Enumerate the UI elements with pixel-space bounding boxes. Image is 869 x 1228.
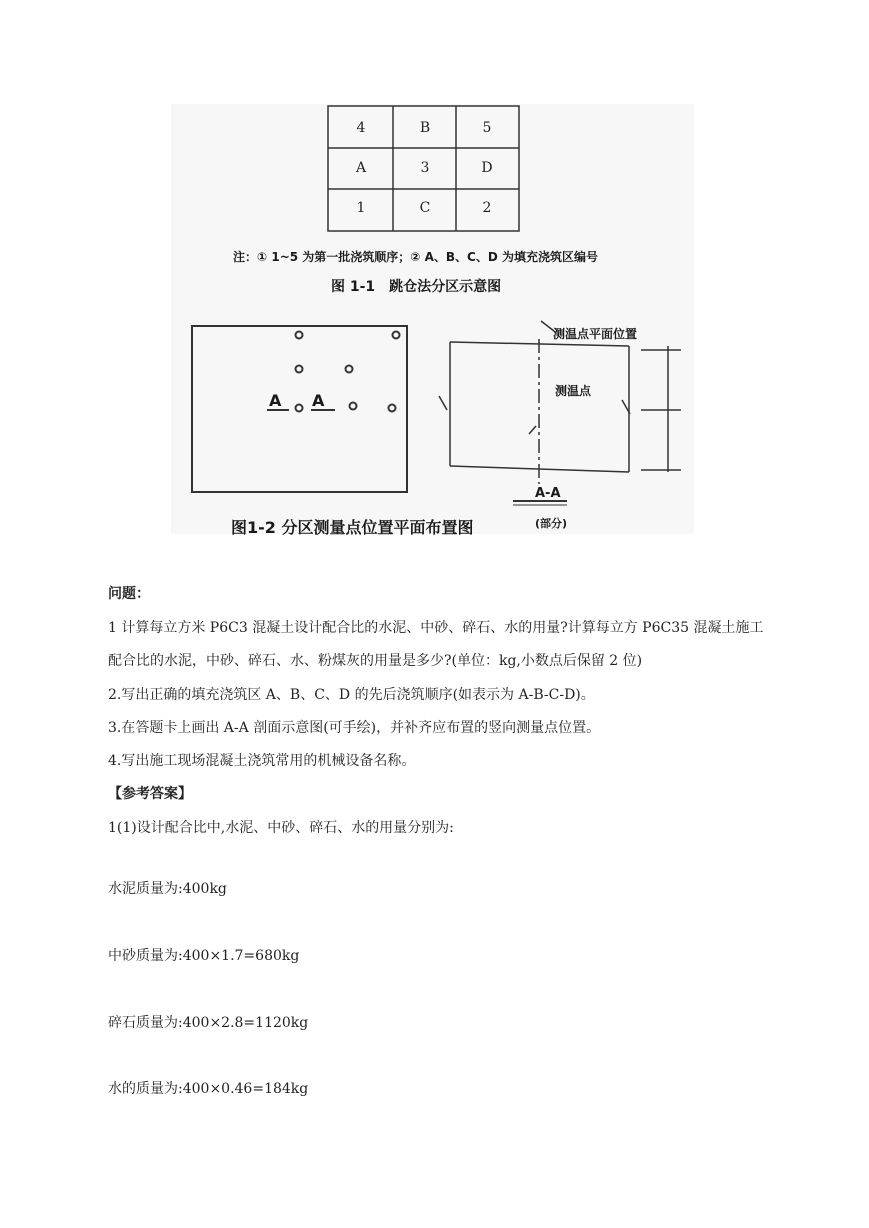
grid-cell-r2c3: D bbox=[481, 160, 493, 176]
answer-water: 水的质量为:400×0.46=184kg bbox=[108, 1081, 309, 1097]
grid-cell-r2c1: A bbox=[355, 160, 367, 176]
grid-cell-r3c2: C bbox=[419, 200, 431, 216]
section-mark-left: A bbox=[269, 391, 282, 410]
grid-cell-r3c3: 2 bbox=[482, 200, 492, 216]
question-2: 2.写出正确的填充浇筑区 A、B、C、D 的先后浇筑顺序(如表示为 A-B-C-D)。 bbox=[108, 687, 595, 703]
answer-sand: 中砂质量为:400×1.7=680kg bbox=[108, 948, 300, 964]
section-subtitle: (部分) bbox=[535, 517, 568, 530]
answer-heading: 【参考答案】 bbox=[108, 786, 192, 802]
grid-cell-r2c2: 3 bbox=[420, 160, 430, 176]
question-1-line-1: 1 计算每立方米 P6C3 混凝土设计配合比的水泥、中砂、碎石、水的用量?计算每立方 P6C35 混凝土施工 bbox=[108, 620, 764, 636]
figure-note: 注：① 1~5 为第一批浇筑顺序；② A、B、C、D 为填充浇筑区编号 bbox=[233, 250, 598, 264]
label-measure-plane: 测温点平面位置 bbox=[553, 327, 638, 341]
figure-caption-1: 图 1-1 跳仓法分区示意图 bbox=[331, 279, 502, 295]
label-measure-point: 测温点 bbox=[555, 384, 592, 398]
question-4: 4.写出施工现场混凝土浇筑常用的机械设备名称。 bbox=[108, 753, 416, 769]
scanned-figure bbox=[171, 104, 694, 537]
answer-1-intro: 1(1)设计配合比中,水泥、中砂、碎石、水的用量分别为: bbox=[108, 820, 454, 836]
section-title: A-A bbox=[535, 486, 561, 501]
section-mark-right: A bbox=[312, 391, 325, 410]
question-heading: 问题： bbox=[108, 586, 150, 602]
figure-caption-2: 图1-2 分区测量点位置平面布置图 bbox=[231, 518, 474, 537]
question-1-line-2: 配合比的水泥，中砂、碎石、水、粉煤灰的用量是多少?(单位：kg,小数点后保留 2 位) bbox=[108, 653, 643, 669]
answer-cement: 水泥质量为:400kg bbox=[108, 881, 227, 897]
grid-cell-r1c2: B bbox=[419, 120, 431, 136]
grid-cell-r3c1: 1 bbox=[356, 200, 366, 216]
grid-cell-r1c3: 5 bbox=[482, 120, 492, 136]
answer-gravel: 碎石质量为:400×2.8=1120kg bbox=[108, 1015, 309, 1031]
question-3: 3.在答题卡上画出 A-A 剖面示意图(可手绘)，并补齐应布置的竖向测量点位置。 bbox=[108, 720, 601, 736]
grid-cell-r1c1: 4 bbox=[356, 120, 366, 136]
